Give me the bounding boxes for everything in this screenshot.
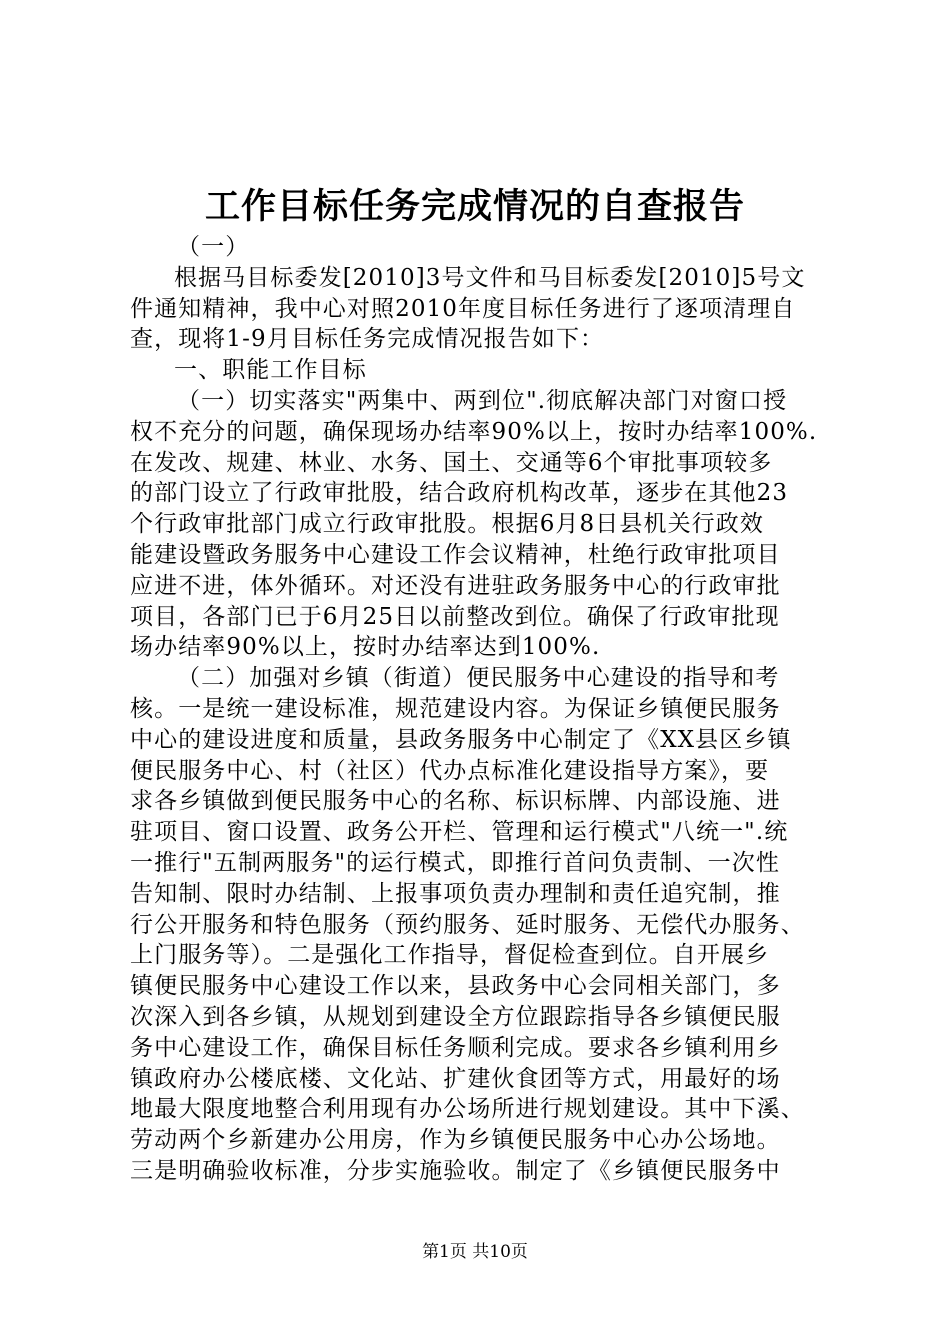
paragraph-line: 项目，各部门已于6月25日以前整改到位。确保了行政审批现 <box>130 603 780 630</box>
paragraph-line: 件通知精神，我中心对照2010年度目标任务进行了逐项清理自 <box>130 295 796 322</box>
page-footer: 第1页 共10页 <box>422 1242 528 1262</box>
paragraph-line: 个行政审批部门成立行政审批股。根据6月8日县机关行政效 <box>130 511 764 538</box>
document-body <box>130 232 835 1187</box>
paragraph-line: 权不充分的问题，确保现场办结率90%以上，按时办结率100%. <box>130 418 818 445</box>
paragraph-line: 驻项目、窗口设置、政务公开栏、管理和运行模式"八统一".统 <box>130 819 789 846</box>
paragraph-line: 一推行"五制两服务"的运行模式，即推行首问负责制、一次性 <box>130 849 780 876</box>
paragraph-line: 次深入到各乡镇，从规划到建设全方位跟踪指导各乡镇便民服 <box>130 1003 781 1030</box>
paragraph-line: 镇政府办公楼底楼、文化站、扩建伙食团等方式，用最好的场 <box>130 1065 781 1092</box>
paragraph-line: 应进不进，体外循环。对还没有进驻政务服务中心的行政审批 <box>130 572 781 599</box>
paragraph-line: 求各乡镇做到便民服务中心的名称、标识标牌、内部设施、进 <box>130 788 781 815</box>
paragraph-line: 查，现将1-9月目标任务完成情况报告如下： <box>130 326 605 353</box>
paragraph-line: 的部门设立了行政审批股，结合政府机构改革，逐步在其他23 <box>130 480 789 507</box>
document-title: 工作目标任务完成情况的自查报告 <box>204 186 745 227</box>
section-heading: 一、职能工作目标 <box>174 357 367 384</box>
paragraph-line: 在发改、规建、林业、水务、国土、交通等6个审批事项较多 <box>130 449 773 476</box>
paragraph-line: 上门服务等）。二是强化工作指导，督促检查到位。自开展乡 <box>130 942 770 969</box>
paragraph-line: 劳动两个乡新建办公用房，作为乡镇便民服务中心办公场地。 <box>130 1127 781 1154</box>
paragraph-line: 中心的建设进度和质量，县政务服务中心制定了《XX县区乡镇 <box>130 726 792 753</box>
paragraph-line: 地最大限度地整合利用现有办公场所进行规划建设。其中下溪、 <box>130 1096 805 1123</box>
section-label: （一） <box>177 234 250 260</box>
paragraph-line: 三是明确验收标准，分步实施验收。制定了《乡镇便民服务中 <box>130 1157 781 1184</box>
paragraph-line: 根据马目标委发[2010]3号文件和马目标委发[2010]5号文 <box>174 264 806 291</box>
paragraph-line: 务中心建设工作，确保目标任务顺利完成。要求各乡镇利用乡 <box>130 1034 781 1061</box>
paragraph-line: 场办结率90%以上，按时办结率达到100%. <box>130 634 601 661</box>
paragraph-line: 能建设暨政务服务中心建设工作会议精神，杜绝行政审批项目 <box>130 541 781 568</box>
paragraph-line: 便民服务中心、村（社区）代办点标准化建设指导方案》，要 <box>130 757 770 784</box>
paragraph-line: 镇便民服务中心建设工作以来，县政务中心会同相关部门，多 <box>130 973 781 1000</box>
paragraph-line: 核。一是统一建设标准，规范建设内容。为保证乡镇便民服务 <box>130 695 781 722</box>
paragraph-line: 行公开服务和特色服务（预约服务、延时服务、无偿代办服务、 <box>130 911 805 938</box>
paragraph-line: （二）加强对乡镇（街道）便民服务中心建设的指导和考 <box>177 665 780 692</box>
paragraph-line: （一）切实落实"两集中、两到位".彻底解决部门对窗口授 <box>177 387 788 414</box>
paragraph-line: 告知制、限时办结制、上报事项负责办理制和责任追究制，推 <box>130 880 781 907</box>
